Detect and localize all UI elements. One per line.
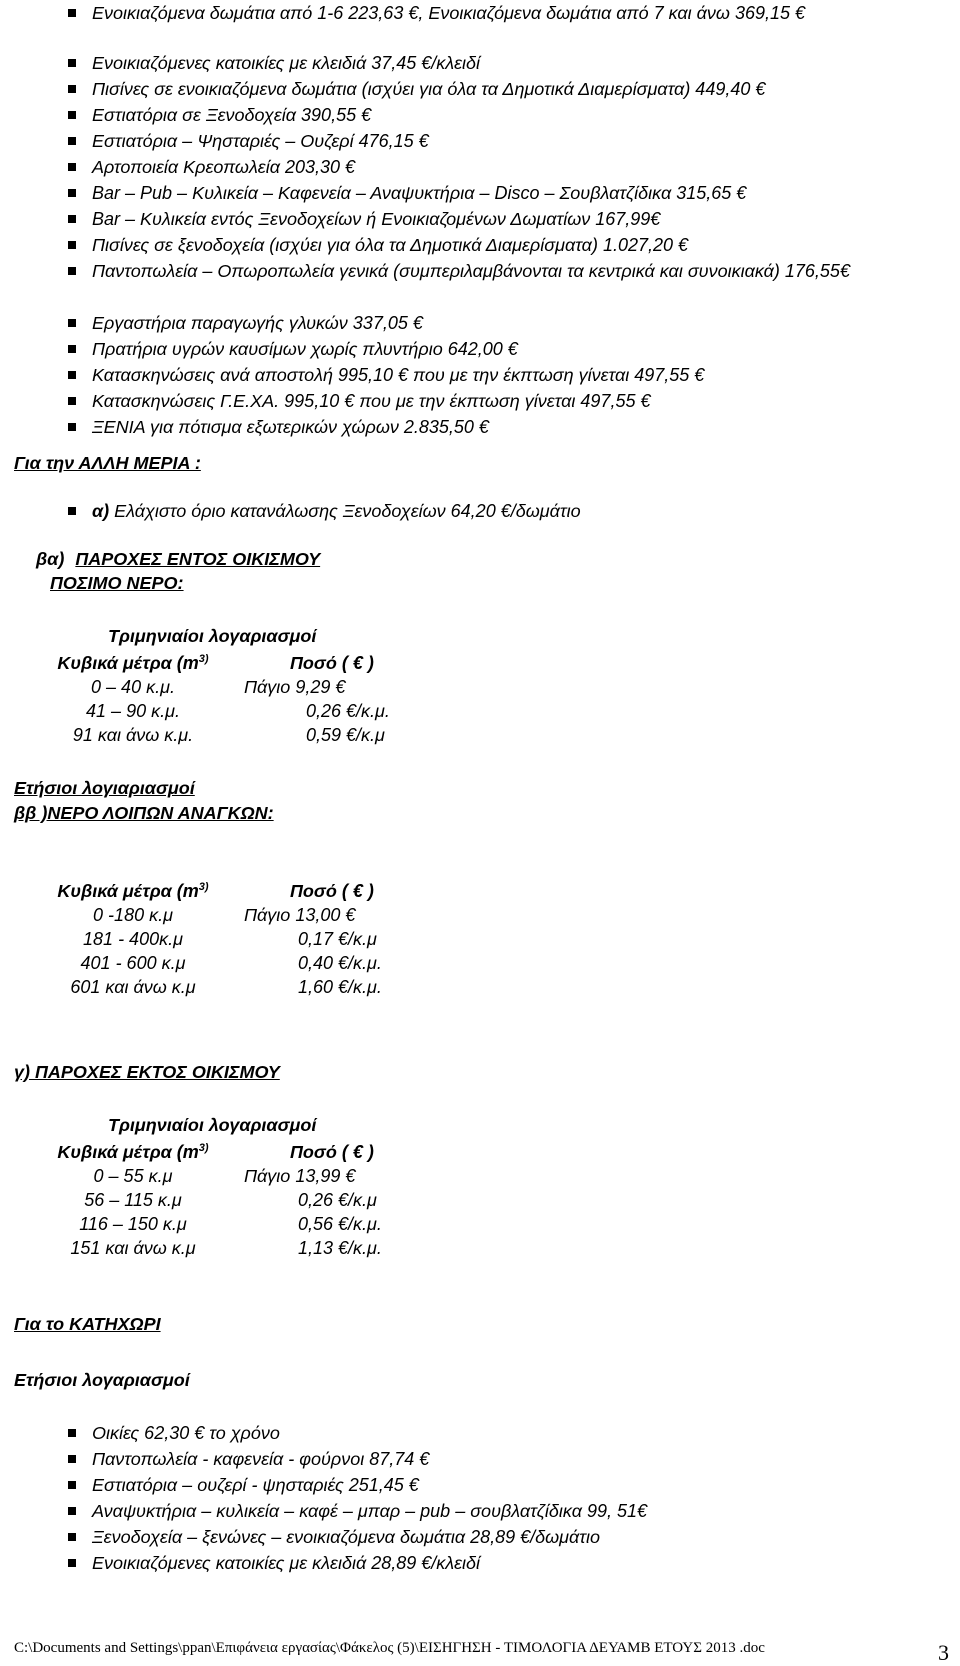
bullet-icon (68, 1481, 76, 1489)
list-item-text: Ενοικιαζόμενες κατοικίες με κλειδιά 37,45 €/κλειδί (92, 53, 481, 73)
section-title: ΠΑΡΟΧΕΣ ΕΝΤΟΣ ΟΙΚΙΣΜΟΥ (75, 549, 321, 569)
table-row: 0 – 55 κ.μ Πάγιο 13,99 € (93, 1166, 356, 1186)
col-header-volume: Κυβικά μέτρα (m (57, 1142, 199, 1162)
list-item (0, 76, 960, 102)
list-item (0, 1498, 960, 1524)
bullet-icon (68, 9, 76, 17)
table-row: 116 – 150 κ.μ 0,56 €/κ.μ. (79, 1214, 382, 1234)
list-item (0, 154, 960, 180)
list-item-text: Αναψυκτήρια – κυλικεία – καφέ – μπαρ – pub – σουβλατζίδικα 99, 51€ (92, 1501, 648, 1521)
col-header-amount: Ποσό ( € ) (290, 1142, 374, 1162)
list-item (0, 388, 960, 414)
section-ba-subtitle: ΠΟΣΙΜΟ ΝΕΡΟ: (50, 573, 184, 593)
list-item (0, 258, 960, 310)
table-header-row: Κυβικά μέτρα ($m^{3)}$ Ποσό ( € ) (57, 1142, 374, 1162)
col-header-amount: Ποσό ( € ) (290, 653, 374, 673)
bullet-icon (68, 423, 76, 431)
list-item-text: Πρατήρια υγρών καυσίμων χωρίς πλυντήριο 642,00 € (92, 339, 518, 359)
section-prefix: βα) (36, 549, 65, 569)
list-item-text: Πισίνες σε ενοικιαζόμενα δωμάτια (ισχύει για όλα τα Δημοτικά Διαμερίσματα) 449,40 € (92, 79, 766, 99)
list-item (0, 1550, 960, 1576)
table1-quarterly-rates (30, 650, 508, 746)
col-header-amount: Ποσό ( € ) (290, 881, 374, 901)
col-header-volume: Κυβικά μέτρα (m (57, 881, 199, 901)
section-bb-heading: ββ )ΝΕΡΟ ΛΟΙΠΩΝ ΑΝΑΓΚΩΝ: (14, 803, 274, 823)
bullet-icon (68, 59, 76, 67)
list-item (0, 1524, 960, 1550)
table-row: 0 -180 κ.μ Πάγιο 13,00 € (93, 905, 356, 925)
list-item-text: Πισίνες σε ξενοδοχεία (ισχύει για όλα τα Δημοτικά Διαμερίσματα) 1.027,20 € (92, 235, 689, 255)
list-item (0, 206, 960, 232)
list-item-text: Εργαστήρια παραγωγής γλυκών 337,05 € (92, 313, 423, 333)
bullet-icon (68, 189, 76, 197)
list-item-text: Κατασκηνώσεις ανά αποστολή 995,10 € που με την έκπτωση γίνεται 497,55 € (92, 365, 705, 385)
list-item (0, 1446, 960, 1472)
table-row: 181 - 400κ.μ 0,17 €/κ.μ (83, 929, 377, 949)
section-gamma-heading: γ) ΠΑΡΟΧΕΣ ΕΚΤΟΣ ΟΙΚΙΣΜΟΥ (14, 1062, 280, 1082)
bullet-icon (68, 111, 76, 119)
bullet-icon (68, 215, 76, 223)
page-number: 3 (938, 1640, 949, 1665)
bullet-icon (68, 85, 76, 93)
list-item (0, 1472, 960, 1498)
section-ba-heading (36, 549, 320, 570)
list-item-text: Εστιατόρια – ουζερί - ψησταριές 251,45 € (92, 1475, 419, 1495)
item-prefix: α) (92, 501, 110, 521)
bullet-icon (68, 319, 76, 327)
list-item (0, 102, 960, 128)
table-row: 41 – 90 κ.μ. 0,26 €/κ.μ. (86, 701, 390, 721)
list-item (0, 180, 960, 206)
table2-annual-rates (30, 878, 500, 998)
bullet-icon (68, 1455, 76, 1463)
table-header-row: Κυβικά μέτρα ($m^{3)}$ Ποσό ( € ) (57, 881, 374, 901)
list-item (0, 128, 960, 154)
table-row: 91 και άνω κ.μ. 0,59 €/κ.μ (72, 725, 385, 745)
section-heading-other-side: Για την ΑΛΛΗ ΜΕΡΙΑ : (14, 453, 201, 473)
list-item-text: Εστιατόρια σε Ξενοδοχεία 390,55 € (92, 105, 372, 125)
list-item-text: Εστιατόρια – Ψησταριές – Ουζερί 476,15 € (92, 131, 429, 151)
list-item (0, 336, 960, 362)
table-row: 56 – 115 κ.μ 0,26 €/κ.μ (84, 1190, 377, 1210)
table-row: 0 – 40 κ.μ. Πάγιο 9,29 € (91, 677, 346, 697)
bullet-icon (68, 507, 76, 515)
list-item-text: Οικίες 62,30 € το χρόνο (92, 1423, 280, 1443)
list-item-text: Παντοπωλεία - καφενεία - φούρνοι 87,74 € (92, 1449, 430, 1469)
table-row: 151 και άνω κ.μ 1,13 €/κ.μ. (70, 1238, 382, 1258)
annual-bills-heading: Ετήσιοι λογιαριασμοί (14, 778, 195, 798)
minimum-consumption-item (0, 498, 960, 524)
list-item-text: Κατασκηνώσεις Γ.Ε.ΧΑ. 995,10 € που με την έκπτωση γίνεται 497,55 € (92, 391, 651, 411)
document-path-footer: C:\Documents and Settings\ppan\Επιφάνεια εργασίας\Φάκελος (5)\ΕΙΣΗΓΗΣΗ - ΤΙΜΟΛΟΓΙΑ ΔΕΥΑΜΒ ΕΤΟΥΣ 2013 .doc (14, 1640, 765, 1656)
list-item (0, 50, 960, 76)
bullet-icon (68, 1507, 76, 1515)
table-row: 401 - 600 κ.μ 0,40 €/κ.μ. (80, 953, 382, 973)
bullet-icon (68, 163, 76, 171)
list-item (0, 1420, 960, 1446)
col-header-volume: Κυβικά μέτρα (m (57, 653, 199, 673)
bullet-icon (68, 345, 76, 353)
list-item-text: Παντοπωλεία – Οπωροπωλεία γενικά (συμπεριλαμβάνονται τα κεντρικά και συνοικιακά) 176,55€ (92, 261, 850, 281)
bullet-icon (68, 371, 76, 379)
table3-caption: Τριμηνιαίοι λογαριασμοί (108, 1115, 317, 1135)
list-item-text: Ενοικιαζόμενα δωμάτια από 1-6 223,63 €, Ενοικιαζόμενα δωμάτια από 7 και άνω 369,15 € (92, 3, 806, 23)
list-item (0, 362, 960, 388)
table3-quarterly-rates (30, 1139, 500, 1259)
list-item-text: Bar – Κυλικεία εντός Ξενοδοχείων ή Ενοικιαζομένων Δωματίων 167,99€ (92, 209, 661, 229)
list-item-text: Bar – Pub – Κυλικεία – Καφενεία – Αναψυκτήρια – Disco – Σουβλατζίδικα 315,65 € (92, 183, 747, 203)
list-item-text: ΞΕΝΙΑ για πότισμα εξωτερικών χώρων 2.835,50 € (92, 417, 489, 437)
list-item (0, 310, 960, 336)
bullet-icon (68, 267, 76, 275)
bullet-icon (68, 241, 76, 249)
bullet-icon (68, 1533, 76, 1541)
section-kathxori-heading: Για το ΚΑΤΗΧΩΡΙ (14, 1314, 161, 1334)
bullet-icon (68, 137, 76, 145)
bullet-icon (68, 397, 76, 405)
annual-bills-heading-2: Ετήσιοι λογαριασμοί (14, 1370, 190, 1390)
table-header-row: Κυβικά μέτρα ($m^{3)}$ Ποσό ( € ) (57, 653, 374, 673)
bullet-icon (68, 1429, 76, 1437)
table1-caption: Τριμηνιαίοι λογαριασμοί (108, 626, 317, 646)
list-item-text: Ενοικιαζόμενες κατοικίες με κλειδιά 28,89 €/κλειδί (92, 1553, 481, 1573)
list-item (0, 414, 960, 440)
item-text: Ελάχιστο όριο κατανάλωσης Ξενοδοχείων 64,20 €/δωμάτιο (109, 501, 581, 521)
list-item (0, 0, 960, 50)
bullet-icon (68, 1559, 76, 1567)
list-item-text: Αρτοποιεία Κρεοπωλεία 203,30 € (92, 157, 356, 177)
table-row: 601 και άνω κ.μ 1,60 €/κ.μ. (70, 977, 382, 997)
list-item-text: Ξενοδοχεία – ξενώνες – ενοικιαζόμενα δωμάτια 28,89 €/δωμάτιο (92, 1527, 601, 1547)
list-item (0, 232, 960, 258)
